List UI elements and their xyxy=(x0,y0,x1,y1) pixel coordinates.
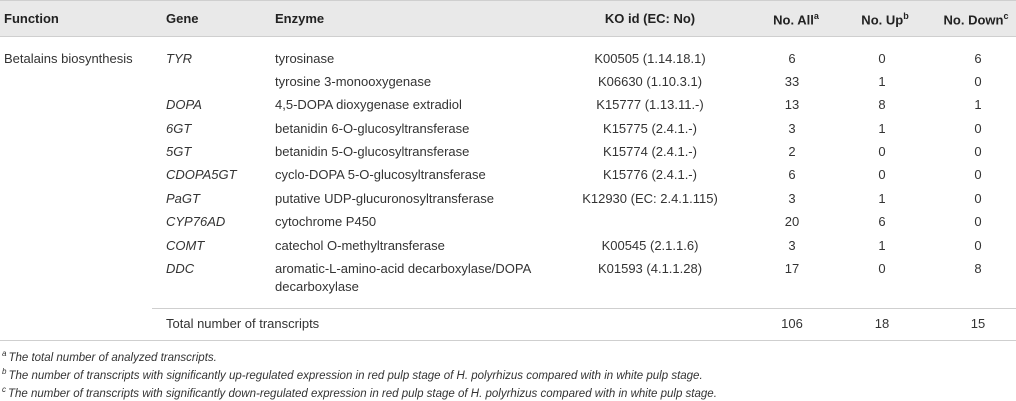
cell-gene: CYP76AD xyxy=(166,214,226,229)
cell-all: 6 xyxy=(788,51,796,66)
cell-ko: K15775 (2.4.1.-) xyxy=(603,121,697,136)
cell-gene: PaGT xyxy=(166,191,200,206)
cell-up: 1 xyxy=(878,191,886,206)
cell-down: 6 xyxy=(974,51,982,66)
cell-all: 2 xyxy=(788,144,796,159)
cell-ko: K00505 (1.14.18.1) xyxy=(594,51,706,66)
footnote-marker: c xyxy=(2,385,6,394)
cell-all: 6 xyxy=(788,167,796,182)
cell-up: 0 xyxy=(878,261,886,276)
cell-up: 1 xyxy=(878,238,886,253)
header-down: No. Down$^c$ xyxy=(943,11,1009,28)
total-down: 15 xyxy=(970,316,986,331)
cell-ko: K01593 (4.1.1.28) xyxy=(597,261,703,276)
cell-ko: K15774 (2.4.1.-) xyxy=(603,144,697,159)
cell-ko: K06630 (1.10.3.1) xyxy=(597,74,703,89)
cell-enzyme: cytochrome P450 xyxy=(275,214,377,229)
cell-gene: 6GT xyxy=(166,121,192,136)
cell-enzyme: betanidin 6-O-glucosyltransferase xyxy=(275,121,470,136)
cell-down: 0 xyxy=(974,121,982,136)
footnote-text: The number of transcripts with significantly up-regulated expression in red pulp stage of H. polyrhizus compared with in white pulp stage. xyxy=(8,369,703,382)
cell-enzyme: catechol O-methyltransferase xyxy=(275,238,445,253)
header-function: Function xyxy=(4,11,59,26)
cell-enzyme: putative UDP-glucuronosyltransferase xyxy=(275,191,494,206)
cell-enzyme: tyrosinase xyxy=(275,51,335,66)
cell-enzyme: cyclo-DOPA 5-O-glucosyltransferase xyxy=(275,167,486,182)
header-enzyme: Enzyme xyxy=(275,11,325,26)
cell-down: 0 xyxy=(974,214,982,229)
cell-up: 1 xyxy=(878,74,886,89)
footnote xyxy=(2,367,703,382)
cell-ko: K15776 (2.4.1.-) xyxy=(603,167,697,182)
header-ko: KO id (EC: No) xyxy=(604,11,696,26)
cell-gene: COMT xyxy=(166,238,205,253)
cell-down: 0 xyxy=(974,74,982,89)
footnote xyxy=(2,385,717,400)
cell-enzyme: tyrosine 3-monooxygenase xyxy=(275,74,432,89)
cell-down: 8 xyxy=(974,261,982,276)
footnote-marker: a xyxy=(2,349,7,358)
cell-all: 3 xyxy=(788,121,796,136)
function-name: Betalains biosynthesis xyxy=(4,51,133,66)
cell-up: 0 xyxy=(878,167,886,182)
cell-down: 1 xyxy=(974,97,982,112)
cell-down: 0 xyxy=(974,144,982,159)
cell-up: 0 xyxy=(878,144,886,159)
total-all: 106 xyxy=(781,316,803,331)
cell-up: 8 xyxy=(878,97,886,112)
cell-all: 33 xyxy=(784,74,800,89)
cell-all: 3 xyxy=(788,191,796,206)
cell-enzyme-line2: decarboxylase xyxy=(275,279,359,294)
table-bottom-rule xyxy=(0,340,1016,341)
cell-enzyme: aromatic-L-amino-acid decarboxylase/DOPA xyxy=(275,261,532,276)
table-header xyxy=(0,0,1016,37)
cell-gene: CDOPA5GT xyxy=(166,167,237,182)
cell-up: 6 xyxy=(878,214,886,229)
cell-ko: K12930 (EC: 2.4.1.115) xyxy=(582,191,718,206)
cell-ko: K15777 (1.13.11.-) xyxy=(596,97,704,112)
total-up: 18 xyxy=(874,316,890,331)
cell-up: 1 xyxy=(878,121,886,136)
cell-all: 17 xyxy=(784,261,800,276)
header-all: No. All$^a$ xyxy=(773,11,819,28)
cell-all: 20 xyxy=(784,214,800,229)
header-gene: Gene xyxy=(166,11,199,26)
footnote-text: The number of transcripts with significantly down-regulated expression in red pulp stage of H. polyrhizus compared with in white pulp stage. xyxy=(8,387,717,400)
cell-gene: DOPA xyxy=(166,97,202,112)
cell-enzyme: betanidin 5-O-glucosyltransferase xyxy=(275,144,470,159)
cell-ko: K00545 (2.1.1.6) xyxy=(601,238,699,253)
cell-gene: DDC xyxy=(166,261,195,276)
cell-all: 13 xyxy=(784,97,800,112)
footnote xyxy=(2,349,217,364)
cell-gene: 5GT xyxy=(166,144,192,159)
cell-enzyme: 4,5-DOPA dioxygenase extradiol xyxy=(275,97,462,112)
cell-all: 3 xyxy=(788,238,796,253)
total-label: Total number of transcripts xyxy=(166,316,320,331)
footnote-text: The total number of analyzed transcripts. xyxy=(8,351,217,364)
cell-down: 0 xyxy=(974,167,982,182)
total-divider xyxy=(152,308,1016,309)
cell-down: 0 xyxy=(974,238,982,253)
header-up: No. Up$^b$ xyxy=(861,11,909,28)
cell-up: 0 xyxy=(878,51,886,66)
footnote-marker: b xyxy=(2,367,7,376)
cell-down: 0 xyxy=(974,191,982,206)
cell-gene: TYR xyxy=(166,51,192,66)
